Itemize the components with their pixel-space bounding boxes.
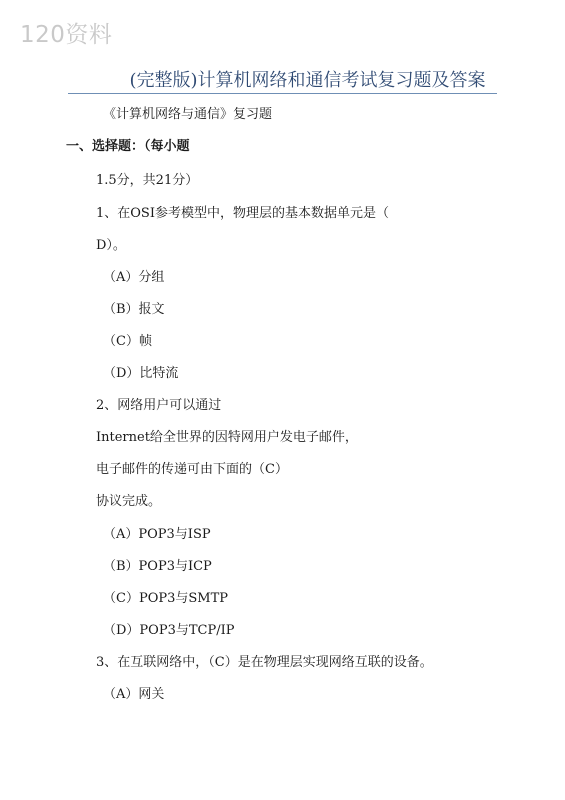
- question-2-text-line-3: 电子邮件的传递可由下面的（C）: [96, 462, 288, 477]
- question-3-text: 3、在互联网络中，（C）是在物理层实现网络互联的设备。: [96, 655, 433, 670]
- watermark-text: 120资料: [20, 22, 113, 48]
- question-2-option-d: （D）POP3与TCP/IP: [103, 623, 235, 638]
- subtitle: 《计算机网络与通信》复习题: [103, 107, 273, 122]
- question-2-option-a: （A）POP3与ISP: [103, 527, 211, 542]
- question-2-text-line-2: Internet给全世界的因特网用户发电子邮件，: [96, 430, 358, 445]
- document-title: (完整版)计算机网络和通信考试复习题及答案: [129, 70, 486, 91]
- section-heading: 一、选择题：（每小题: [66, 139, 190, 154]
- question-1-option-d: （D）比特流: [103, 366, 179, 381]
- question-1-text: 1、在OSI参考模型中，物理层的基本数据单元是（: [96, 206, 389, 221]
- question-3-option-a: （A）网关: [103, 687, 165, 702]
- question-1-option-b: （B）报文: [103, 302, 165, 317]
- question-2-text-line-1: 2、网络用户可以通过: [96, 398, 222, 413]
- question-1-answer: D）。: [96, 238, 126, 253]
- title-underline: [68, 93, 497, 94]
- question-2-option-c: （C）POP3与SMTP: [103, 591, 229, 606]
- question-2-text-line-4: 协议完成。: [96, 494, 162, 509]
- question-1-option-c: （C）帧: [103, 334, 152, 349]
- question-1-option-a: （A）分组: [103, 270, 165, 285]
- question-2-option-b: （B）POP3与ICP: [103, 559, 212, 574]
- score-note: 1.5分，共21分）: [96, 173, 199, 188]
